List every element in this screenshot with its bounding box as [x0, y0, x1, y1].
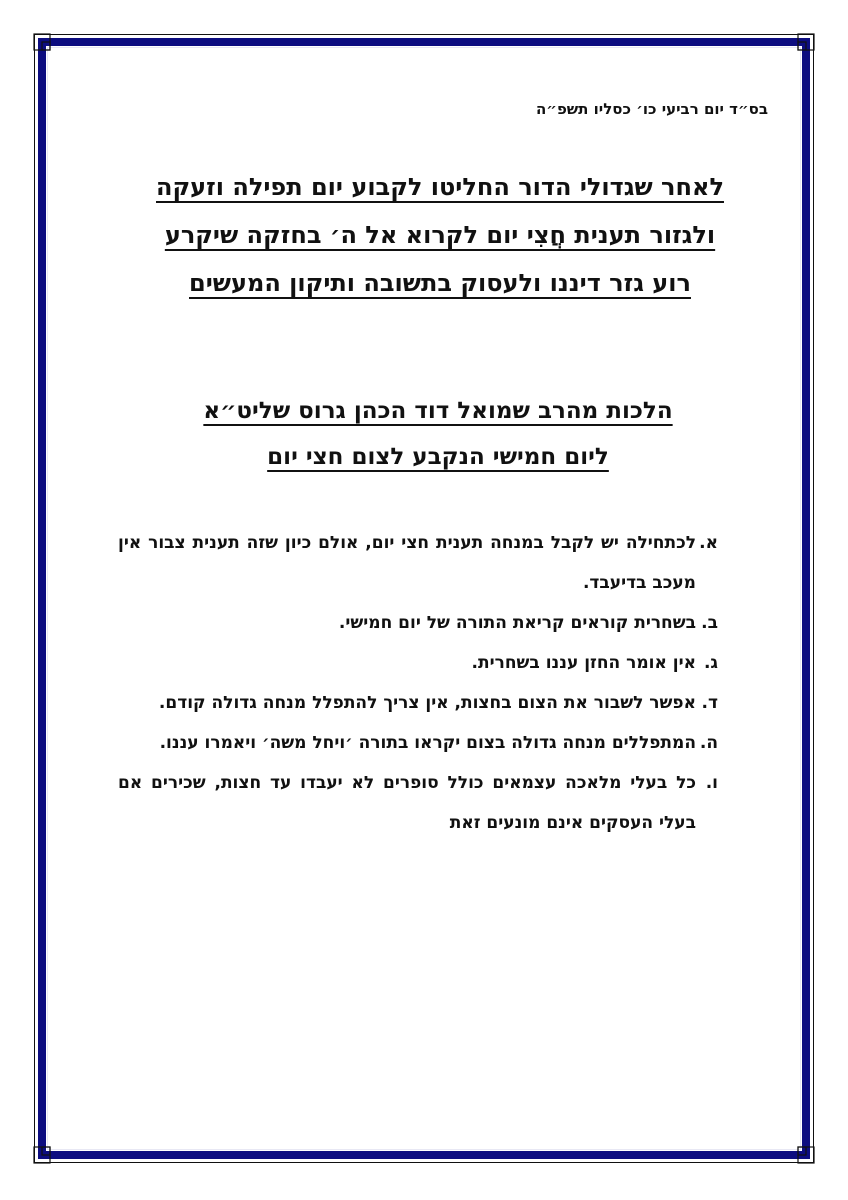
- ruling-text: בשחרית קוראים קריאת התורה של יום חמישי.: [338, 613, 696, 633]
- ruling-marker: ו.: [705, 773, 718, 793]
- subheading-line: ליום חמישי הנקבע לצום חצי יום: [267, 444, 609, 470]
- ruling-text: כל בעלי מלאכה עצמאים כולל סופרים לא יעבדו עד חצות, שכירים אם בעלי העסקים אינם מונעים זאת: [118, 773, 696, 833]
- ruling-marker: א.: [699, 533, 718, 553]
- corner-ornament-icon: [793, 33, 815, 55]
- rulings-list: [118, 523, 718, 843]
- headline-line: רוע גזר דיננו ולעסוק בתשובה ותיקון המעשים: [189, 269, 691, 297]
- subheading: [178, 388, 698, 480]
- ruling-text: אין אומר החזן עננו בשחרית.: [471, 653, 696, 673]
- ruling-item: [118, 723, 718, 763]
- ruling-marker: ג.: [703, 653, 718, 673]
- ruling-text: המתפללים מנחה גדולה בצום יקראו בתורה ׳ויחל משה׳ ויאמרו עננו.: [159, 733, 696, 753]
- ruling-marker: ה.: [699, 733, 718, 753]
- dateline: בס״ד יום רביעי כו׳ כסליו תשפ״ה: [535, 100, 768, 118]
- ruling-item: [118, 683, 718, 723]
- ruling-item: [118, 603, 718, 643]
- headline-line: לאחר שגדולי הדור החליטו לקבוע יום תפילה וזעקה: [156, 173, 724, 201]
- ruling-marker: ד.: [701, 693, 718, 713]
- ruling-item: [118, 643, 718, 683]
- headline-line: ולגזור תענית חֲצִי יום לקרוא אל ה׳ בחזקה שיקרע: [164, 221, 716, 249]
- ruling-text: לכתחילה יש לקבל במנחה תענית חצי יום, אולם כיון שזה תענית צבור אין מעכב בדיעבד.: [118, 533, 696, 593]
- ruling-marker: ב.: [701, 613, 718, 633]
- ruling-text: אפשר לשבור את הצום בחצות, אין צריך להתפלל מנחה גדולה קודם.: [158, 693, 696, 713]
- headline: [118, 163, 762, 307]
- ruling-item: [118, 763, 718, 843]
- subheading-line: הלכות מהרב שמואל דוד הכהן גרוס שליט״א: [203, 398, 673, 424]
- document-page: [60, 60, 788, 1140]
- corner-ornament-icon: [33, 33, 55, 55]
- ruling-item: [118, 523, 718, 603]
- corner-ornament-icon: [793, 1142, 815, 1164]
- corner-ornament-icon: [33, 1142, 55, 1164]
